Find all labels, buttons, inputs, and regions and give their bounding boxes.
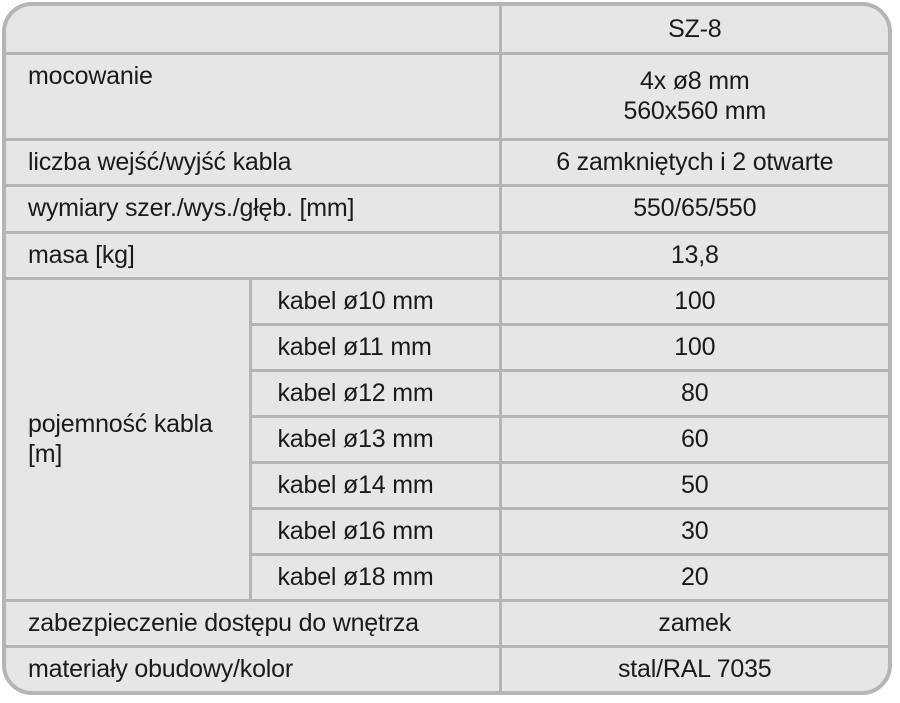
capacity-value: 100: [500, 324, 888, 370]
row-value: 550/65/550: [500, 185, 888, 232]
row-label: wymiary szer./wys./głęb. [mm]: [6, 185, 500, 232]
capacity-value: 80: [500, 370, 888, 416]
capacity-value: 100: [500, 278, 888, 324]
spec-table: [6, 6, 888, 691]
capacity-value: 20: [500, 554, 888, 600]
row-label: zabezpieczenie dostępu do wnętrza: [6, 600, 500, 646]
row-value: [500, 53, 888, 139]
table-row: [6, 185, 888, 232]
value-line: 4x ø8 mm: [639, 66, 750, 95]
row-value: 6 zamkniętych i 2 otwarte: [500, 139, 888, 185]
capacity-label: [6, 278, 250, 600]
model-name: SZ-8: [500, 6, 888, 53]
spec-table-frame: [2, 2, 892, 695]
capacity-value: 60: [500, 416, 888, 462]
row-label: masa [kg]: [6, 232, 500, 278]
cable-size: kabel ø13 mm: [250, 416, 500, 462]
cable-size: kabel ø11 mm: [250, 324, 500, 370]
header-label-cell: [6, 6, 500, 53]
row-value: stal/RAL 7035: [500, 646, 888, 691]
capacity-value: 30: [500, 508, 888, 554]
row-value: zamek: [500, 600, 888, 646]
table-row: [6, 53, 888, 139]
capacity-label-line: [m]: [28, 440, 63, 468]
cable-size: kabel ø16 mm: [250, 508, 500, 554]
row-label: liczba wejść/wyjść kabla: [6, 139, 500, 185]
capacity-row: [6, 278, 888, 324]
table-row: [6, 646, 888, 691]
row-value: 13,8: [500, 232, 888, 278]
cable-size: kabel ø18 mm: [250, 554, 500, 600]
capacity-label-line: pojemność kabla: [28, 409, 213, 438]
cable-size: kabel ø12 mm: [250, 370, 500, 416]
cable-size: kabel ø14 mm: [250, 462, 500, 508]
table-row: [6, 139, 888, 185]
row-label: mocowanie: [6, 53, 500, 139]
header-row: [6, 6, 888, 53]
capacity-value: 50: [500, 462, 888, 508]
row-label: materiały obudowy/kolor: [6, 646, 500, 691]
table-row: [6, 600, 888, 646]
cable-size: kabel ø10 mm: [250, 278, 500, 324]
table-row: [6, 232, 888, 278]
value-line: 560x560 mm: [623, 97, 767, 125]
